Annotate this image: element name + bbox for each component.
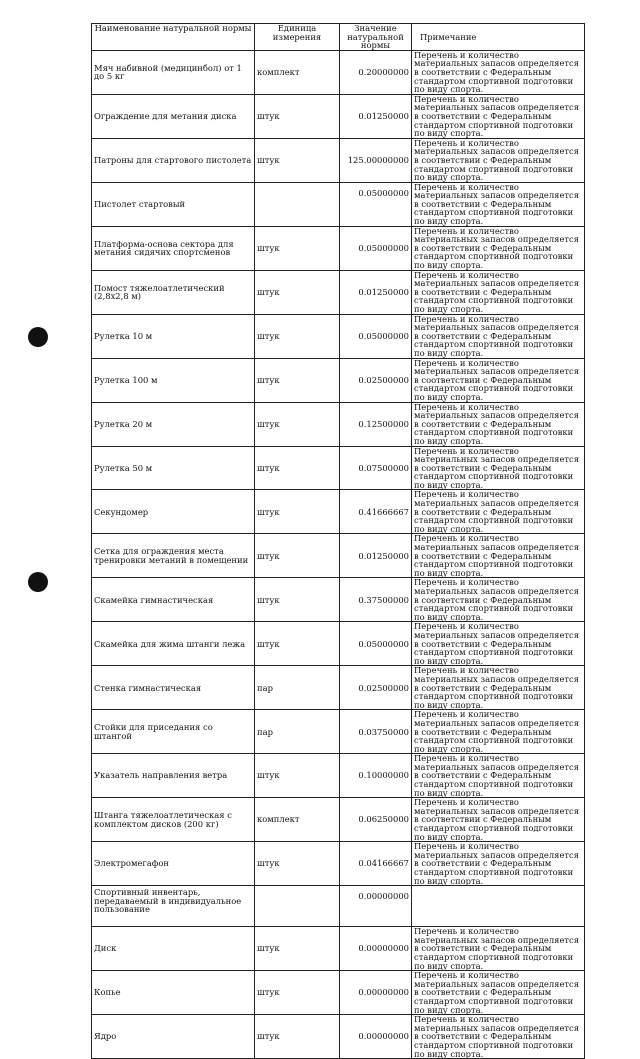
row-note: Перечень и количество материальных запасов определяется в соответствии с Федеральным стандартом спортивной подготовки по виду спорта. (412, 446, 585, 490)
row-name: Платформа-основа сектора для метания сидячих спортсменов (92, 226, 255, 270)
table-row (92, 270, 585, 314)
row-name: Скамейка для жима штанги лежа (92, 622, 255, 666)
row-name: Ограждение для метания диска (92, 94, 255, 138)
row-name: Сетка для ограждения места тренировки метаний в помещении (92, 534, 255, 578)
row-name: Скамейка гимнастическая (92, 578, 255, 622)
row-name: Электромегафон (92, 842, 255, 886)
row-note: Перечень и количество материальных запасов определяется в соответствии с Федеральным стандартом спортивной подготовки по виду спорта. (412, 270, 585, 314)
row-value: 0.05000000 (340, 226, 412, 270)
row-name: Помост тяжелоатлетический (2,8х2,8 м) (92, 270, 255, 314)
table-row (92, 927, 585, 971)
row-value: 0.05000000 (340, 182, 412, 226)
header-unit: Единица измерения (255, 24, 340, 51)
row-note: Перечень и количество материальных запасов определяется в соответствии с Федеральным стандартом спортивной подготовки по виду спорта. (412, 578, 585, 622)
table-row (92, 490, 585, 534)
row-name: Копье (92, 971, 255, 1015)
table-row (92, 798, 585, 842)
row-name: Рулетка 50 м (92, 446, 255, 490)
row-note: Перечень и количество материальных запасов определяется в соответствии с Федеральным стандартом спортивной подготовки по виду спорта. (412, 842, 585, 886)
row-note: Перечень и количество материальных запасов определяется в соответствии с Федеральным стандартом спортивной подготовки по виду спорта. (412, 490, 585, 534)
row-unit: комплект (255, 50, 340, 94)
row-name: Мяч набивной (медицинбол) от 1 до 5 кг (92, 50, 255, 94)
row-unit: штук (255, 754, 340, 798)
row-unit: штук (255, 622, 340, 666)
table-row (92, 886, 585, 927)
table-row (92, 842, 585, 886)
row-unit: штук (255, 534, 340, 578)
row-note: Перечень и количество материальных запасов определяется в соответствии с Федеральным стандартом спортивной подготовки по виду спорта. (412, 666, 585, 710)
row-value: 0.01250000 (340, 94, 412, 138)
table-row (92, 94, 585, 138)
table-row (92, 358, 585, 402)
row-value: 0.03750000 (340, 710, 412, 754)
table-row (92, 446, 585, 490)
row-note: Перечень и количество материальных запасов определяется в соответствии с Федеральным стандартом спортивной подготовки по виду спорта. (412, 710, 585, 754)
row-name: Ядро (92, 1015, 255, 1059)
row-value: 0.02500000 (340, 358, 412, 402)
row-unit (255, 886, 340, 927)
table-row (92, 1015, 585, 1059)
row-unit (255, 182, 340, 226)
row-value: 0.07500000 (340, 446, 412, 490)
row-note: Перечень и количество материальных запасов определяется в соответствии с Федеральным стандартом спортивной подготовки по виду спорта. (412, 927, 585, 971)
header-name: Наименование натуральной нормы (92, 24, 255, 51)
row-note: Перечень и количество материальных запасов определяется в соответствии с Федеральным стандартом спортивной подготовки по виду спорта. (412, 138, 585, 182)
row-name: Указатель направления ветра (92, 754, 255, 798)
row-note: Перечень и количество материальных запасов определяется в соответствии с Федеральным стандартом спортивной подготовки по виду спорта. (412, 971, 585, 1015)
row-unit: штук (255, 402, 340, 446)
row-name: Спортивный инвентарь, передаваемый в индивидуальное пользование (92, 886, 255, 927)
row-unit: штук (255, 1015, 340, 1059)
row-note: Перечень и количество материальных запасов определяется в соответствии с Федеральным стандартом спортивной подготовки по виду спорта. (412, 622, 585, 666)
row-value: 0.04166667 (340, 842, 412, 886)
row-note: Перечень и количество материальных запасов определяется в соответствии с Федеральным стандартом спортивной подготовки по виду спорта. (412, 402, 585, 446)
row-name: Рулетка 20 м (92, 402, 255, 446)
row-unit: штук (255, 94, 340, 138)
row-value: 0.20000000 (340, 50, 412, 94)
punch-hole-top (28, 327, 48, 347)
table-row (92, 754, 585, 798)
table-header-row (92, 24, 585, 51)
row-unit: штук (255, 490, 340, 534)
table-row (92, 578, 585, 622)
row-unit: штук (255, 842, 340, 886)
row-unit: пар (255, 666, 340, 710)
punch-hole-bottom (28, 572, 48, 592)
table-row (92, 971, 585, 1015)
row-name: Секундомер (92, 490, 255, 534)
row-unit: штук (255, 358, 340, 402)
table-row (92, 402, 585, 446)
row-note: Перечень и количество материальных запасов определяется в соответствии с Федеральным стандартом спортивной подготовки по виду спорта. (412, 314, 585, 358)
norms-table (91, 23, 585, 1059)
row-note: Перечень и количество материальных запасов определяется в соответствии с Федеральным стандартом спортивной подготовки по виду спорта. (412, 50, 585, 94)
row-value: 0.41666667 (340, 490, 412, 534)
row-value: 0.10000000 (340, 754, 412, 798)
row-name: Пистолет стартовый (92, 182, 255, 226)
table-row (92, 138, 585, 182)
row-value: 0.05000000 (340, 622, 412, 666)
row-unit: комплект (255, 798, 340, 842)
row-note (412, 886, 585, 927)
row-note: Перечень и количество материальных запасов определяется в соответствии с Федеральным стандартом спортивной подготовки по виду спорта. (412, 798, 585, 842)
row-name: Диск (92, 927, 255, 971)
row-unit: штук (255, 314, 340, 358)
row-value: 125.00000000 (340, 138, 412, 182)
row-note: Перечень и количество материальных запасов определяется в соответствии с Федеральным стандартом спортивной подготовки по виду спорта. (412, 534, 585, 578)
row-note: Перечень и количество материальных запасов определяется в соответствии с Федеральным стандартом спортивной подготовки по виду спорта. (412, 358, 585, 402)
table-row (92, 710, 585, 754)
row-note: Перечень и количество материальных запасов определяется в соответствии с Федеральным стандартом спортивной подготовки по виду спорта. (412, 754, 585, 798)
row-unit: штук (255, 138, 340, 182)
row-value: 0.00000000 (340, 927, 412, 971)
row-value: 0.06250000 (340, 798, 412, 842)
row-value: 0.02500000 (340, 666, 412, 710)
row-unit: штук (255, 226, 340, 270)
table-body (92, 50, 585, 1058)
row-unit: штук (255, 927, 340, 971)
table-row (92, 622, 585, 666)
row-note: Перечень и количество материальных запасов определяется в соответствии с Федеральным стандартом спортивной подготовки по виду спорта. (412, 182, 585, 226)
row-note: Перечень и количество материальных запасов определяется в соответствии с Федеральным стандартом спортивной подготовки по виду спорта. (412, 226, 585, 270)
table-row (92, 534, 585, 578)
row-value: 0.12500000 (340, 402, 412, 446)
row-name: Патроны для стартового пистолета (92, 138, 255, 182)
header-value: Значение натуральной нормы (340, 24, 412, 51)
row-note: Перечень и количество материальных запасов определяется в соответствии с Федеральным стандартом спортивной подготовки по виду спорта. (412, 94, 585, 138)
table-row (92, 226, 585, 270)
row-value: 0.00000000 (340, 1015, 412, 1059)
row-value: 0.00000000 (340, 886, 412, 927)
row-name: Рулетка 10 м (92, 314, 255, 358)
row-value: 0.00000000 (340, 971, 412, 1015)
row-unit: штук (255, 971, 340, 1015)
row-unit: штук (255, 578, 340, 622)
table-row (92, 50, 585, 94)
table-row (92, 314, 585, 358)
row-note: Перечень и количество материальных запасов определяется в соответствии с Федеральным стандартом спортивной подготовки по виду спорта. (412, 1015, 585, 1059)
row-name: Рулетка 100 м (92, 358, 255, 402)
row-unit: пар (255, 710, 340, 754)
row-value: 0.37500000 (340, 578, 412, 622)
row-name: Стенка гимнастическая (92, 666, 255, 710)
row-value: 0.05000000 (340, 314, 412, 358)
table-row (92, 182, 585, 226)
row-value: 0.01250000 (340, 270, 412, 314)
row-name: Стойки для приседания со штангой (92, 710, 255, 754)
row-unit: штук (255, 446, 340, 490)
row-name: Штанга тяжелоатлетическая с комплектом дисков (200 кг) (92, 798, 255, 842)
header-note: Примечание (412, 24, 585, 51)
table-row (92, 666, 585, 710)
row-value: 0.01250000 (340, 534, 412, 578)
row-unit: штук (255, 270, 340, 314)
